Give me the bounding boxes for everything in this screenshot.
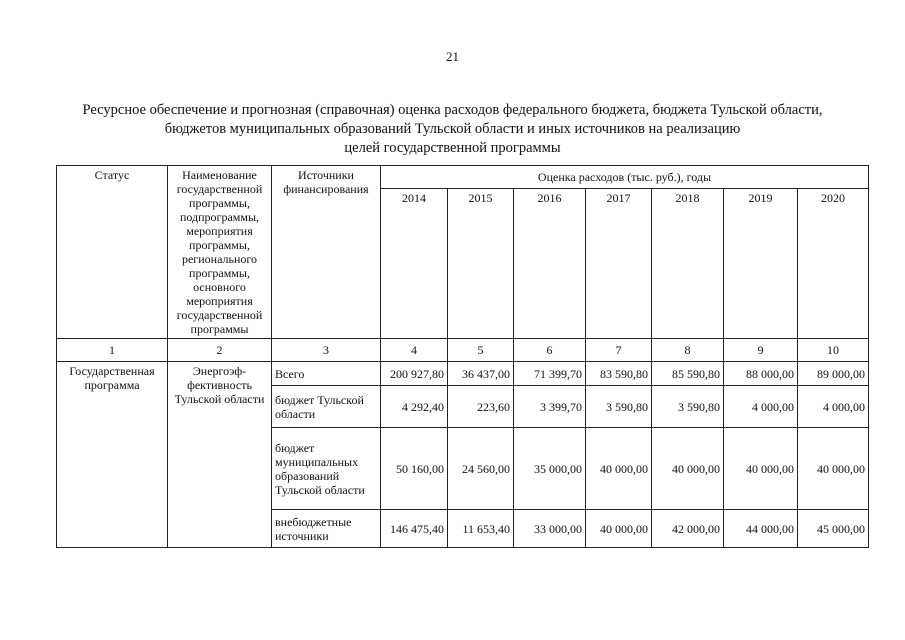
page-number: 21: [446, 49, 459, 64]
value-cell: 36 437,00: [448, 362, 514, 386]
funding-source-cell: бюджет муниципальных образований Тульской области: [272, 428, 381, 510]
value-cell: 33 000,00: [514, 510, 586, 548]
title-line-2: бюджетов муниципальных образований Тульской области и иных источников на реализацию: [164, 121, 741, 137]
header-year: 2015: [448, 189, 514, 339]
column-number: 1: [57, 339, 168, 362]
header-year: 2016: [514, 189, 586, 339]
value-cell: 42 000,00: [652, 510, 724, 548]
value-cell: 85 590,80: [652, 362, 724, 386]
title-line-3: целей государственной программы: [344, 140, 561, 156]
status-cell: Государственная программа: [57, 362, 168, 548]
header-year: 2017: [586, 189, 652, 339]
funding-source-cell: Всего: [272, 362, 381, 386]
value-cell: 40 000,00: [586, 428, 652, 510]
column-number: 3: [272, 339, 381, 362]
header-year: 2020: [798, 189, 869, 339]
value-cell: 4 000,00: [798, 386, 869, 428]
value-cell: 3 590,80: [586, 386, 652, 428]
value-cell: 40 000,00: [652, 428, 724, 510]
document-title: [50, 101, 855, 158]
value-cell: 83 590,80: [586, 362, 652, 386]
value-cell: 89 000,00: [798, 362, 869, 386]
value-cell: 40 000,00: [724, 428, 798, 510]
header-program-name: Наименование государственной программы, подпрограммы, мероприятия программы, регионального программы, основного мероприятия государственной программы: [168, 166, 272, 339]
value-cell: 4 000,00: [724, 386, 798, 428]
value-cell: 88 000,00: [724, 362, 798, 386]
value-cell: 45 000,00: [798, 510, 869, 548]
table-row: [57, 362, 869, 386]
funding-source-cell: бюджет Тульской области: [272, 386, 381, 428]
value-cell: 35 000,00: [514, 428, 586, 510]
value-cell: 3 399,70: [514, 386, 586, 428]
header-year: 2019: [724, 189, 798, 339]
column-number: 5: [448, 339, 514, 362]
value-cell: 11 653,40: [448, 510, 514, 548]
column-number: 2: [168, 339, 272, 362]
value-cell: 146 475,40: [381, 510, 448, 548]
header-status: Статус: [57, 166, 168, 339]
value-cell: 200 927,80: [381, 362, 448, 386]
value-cell: 44 000,00: [724, 510, 798, 548]
value-cell: 40 000,00: [586, 510, 652, 548]
header-year: 2018: [652, 189, 724, 339]
column-number: 7: [586, 339, 652, 362]
column-number: 4: [381, 339, 448, 362]
program-name-cell: Энергоэф-фективность Тульской области: [168, 362, 272, 548]
header-expense-estimate: Оценка расходов (тыс. руб.), годы: [381, 166, 869, 189]
column-number: 9: [724, 339, 798, 362]
value-cell: 223,60: [448, 386, 514, 428]
funding-source-cell: внебюджетные источники: [272, 510, 381, 548]
column-number: 10: [798, 339, 869, 362]
value-cell: 4 292,40: [381, 386, 448, 428]
value-cell: 3 590,80: [652, 386, 724, 428]
value-cell: 40 000,00: [798, 428, 869, 510]
value-cell: 50 160,00: [381, 428, 448, 510]
value-cell: 24 560,00: [448, 428, 514, 510]
title-line-1: Ресурсное обеспечение и прогнозная (справочная) оценка расходов федерального бюджета, бюджета Тульской области,: [82, 102, 823, 118]
value-cell: 71 399,70: [514, 362, 586, 386]
column-number: 6: [514, 339, 586, 362]
header-year: 2014: [381, 189, 448, 339]
header-funding-source: Источники финансирования: [272, 166, 381, 339]
column-number: 8: [652, 339, 724, 362]
budget-table: [56, 165, 869, 548]
